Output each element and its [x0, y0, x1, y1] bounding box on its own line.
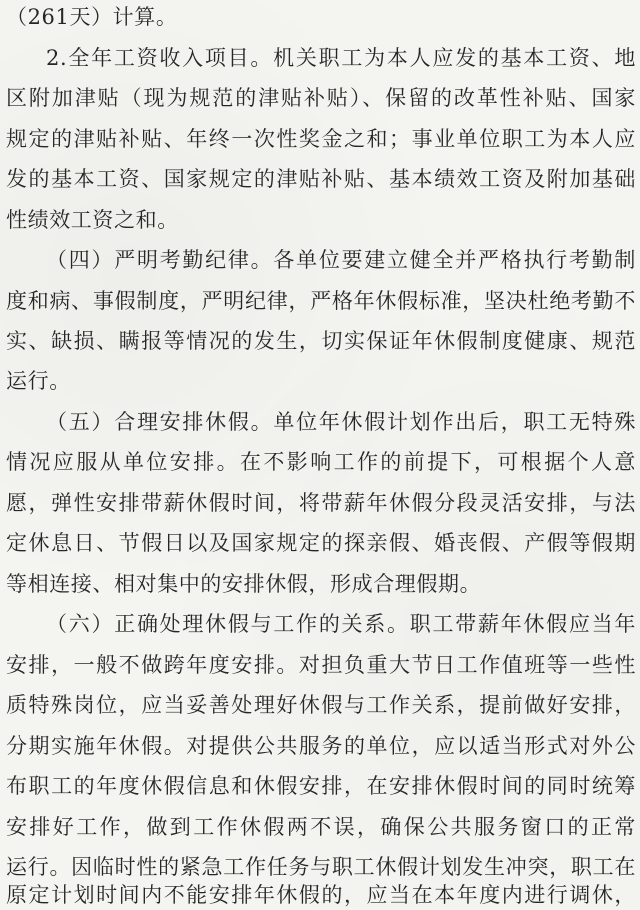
text-line: （五）合理安排休假。单位年休假计划作出后，职工无特殊	[46, 410, 636, 434]
text-line: 分期实施年休假。对提供公共服务的单位，应以适当形式对外公	[6, 734, 636, 758]
text-line: 度和病、事假制度，严明纪律，严格年休假标准，坚决杜绝考勤不	[6, 289, 636, 313]
text-line: 发的基本工资、国家规定的津贴补贴、基本绩效工资及附加基础	[6, 167, 636, 191]
text-line: 运行。	[6, 369, 71, 393]
text-line: 性绩效工资之和。	[6, 208, 179, 232]
text-line: 等相连接、相对集中的安排休假，形成合理假期。	[6, 572, 482, 596]
text-line: 原定计划时间内不能安排年休假的，应当在本年度内进行调休，	[6, 883, 636, 907]
text-line: 愿，弹性安排带薪休假时间，将带薪年休假分段灵活安排，与法	[6, 491, 636, 515]
text-line: 定休息日、节假日以及国家规定的探亲假、婚丧假、产假等假期	[6, 531, 636, 555]
text-line: 布职工的年度休假信息和休假安排，在安排休假时间的同时统筹	[6, 774, 636, 798]
text-line: 2.全年工资收入项目。机关职工为本人应发的基本工资、地	[46, 46, 636, 70]
text-line: 实、缺损、瞒报等情况的发生，切实保证年休假制度健康、规范	[6, 329, 636, 353]
text-line: 情况应服从单位安排。在不影响工作的前提下，可根据个人意	[6, 450, 636, 474]
text-line: （六）正确处理休假与工作的关系。职工带薪年休假应当年	[46, 612, 636, 636]
text-line: 安排，一般不做跨年度安排。对担负重大节日工作值班等一些性	[6, 653, 636, 677]
text-line: 规定的津贴补贴、年终一次性奖金之和；事业单位职工为本人应	[6, 127, 636, 151]
text-line: 质特殊岗位，应当妥善处理好休假与工作关系，提前做好安排，	[6, 693, 636, 717]
text-line: （261天）计算。	[6, 5, 178, 29]
text-line: 区附加津贴（现为规范的津贴补贴）、保留的改革性补贴、国家	[6, 86, 636, 110]
text-line: （四）严明考勤纪律。各单位要建立健全并严格执行考勤制	[46, 248, 636, 272]
text-line: 安排好工作，做到工作休假两不误，确保公共服务窗口的正常	[6, 815, 636, 839]
text-line: 运行。因临时性的紧急工作任务与职工休假计划发生冲突，职工在	[6, 855, 636, 879]
